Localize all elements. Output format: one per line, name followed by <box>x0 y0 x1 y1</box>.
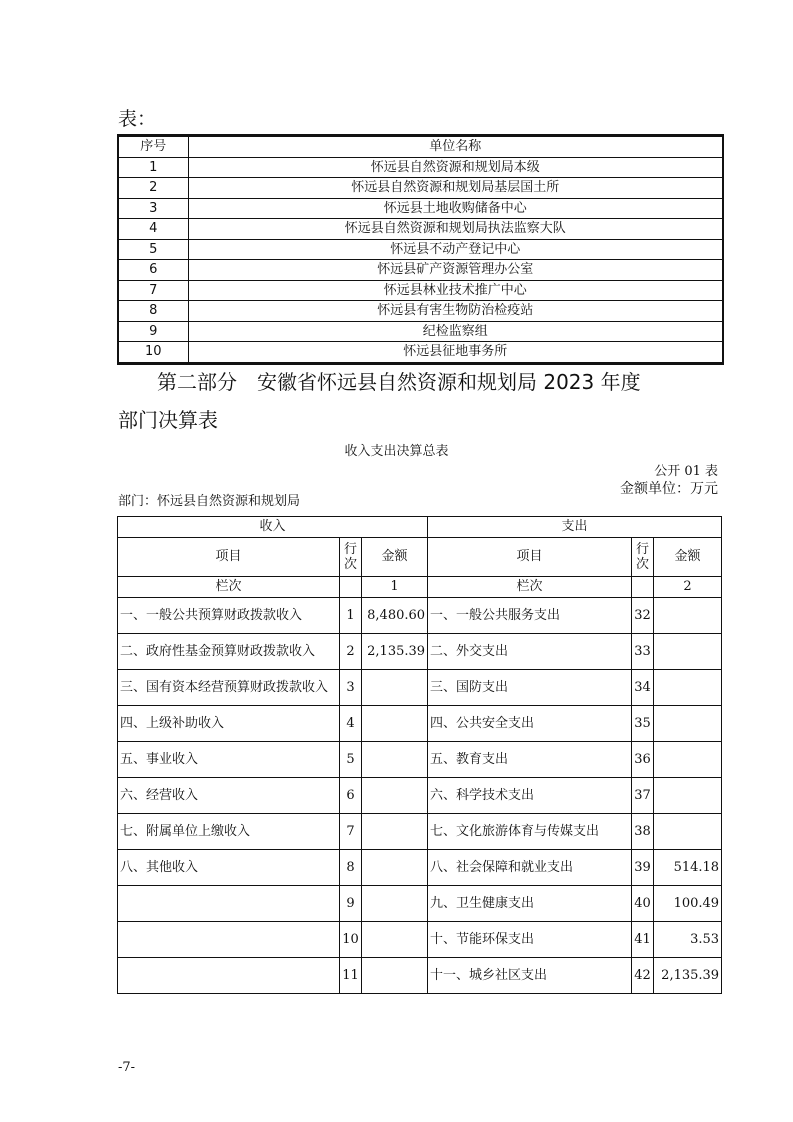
expense-item-cell: 八、社会保障和就业支出 <box>428 850 632 886</box>
unit-name-cell: 怀远县自然资源和规划局本级 <box>188 157 723 178</box>
part-title-continued: 部门决算表 <box>118 408 218 432</box>
expense-amount-cell <box>654 706 722 742</box>
unit-index-cell: 2 <box>118 178 188 199</box>
expense-col-number: 2 <box>654 577 722 598</box>
income-amount-cell <box>362 778 428 814</box>
expense-amount-cell <box>654 670 722 706</box>
intro-label: 表： <box>118 108 157 130</box>
expense-item-cell: 九、卫生健康支出 <box>428 886 632 922</box>
unit-index-header: 序号 <box>118 136 188 158</box>
income-item-cell: 二、政府性基金预算财政拨款收入 <box>118 634 340 670</box>
expense-item-cell: 四、公共安全支出 <box>428 706 632 742</box>
expense-amount-cell: 514.18 <box>654 850 722 886</box>
page-number: -7- <box>118 1060 136 1075</box>
unit-index-cell: 5 <box>118 239 188 260</box>
expense-line-cell: 37 <box>632 778 654 814</box>
section-header-row <box>118 517 722 538</box>
unit-list-row <box>118 157 723 178</box>
income-line-cell: 9 <box>340 886 362 922</box>
unit-list-row <box>118 239 723 260</box>
income-item-cell: 一、一般公共预算财政拨款收入 <box>118 598 340 634</box>
income-line-cell: 10 <box>340 922 362 958</box>
income-amount-cell <box>362 670 428 706</box>
income-item-cell: 六、经营收入 <box>118 778 340 814</box>
unit-index-cell: 3 <box>118 198 188 219</box>
unit-name-cell: 怀远县自然资源和规划局基层国土所 <box>188 178 723 199</box>
table-row <box>118 814 722 850</box>
column-header-row <box>118 538 722 577</box>
table-row <box>118 670 722 706</box>
unit-index-cell: 1 <box>118 157 188 178</box>
income-line-cell: 7 <box>340 814 362 850</box>
expense-header: 支出 <box>428 517 722 538</box>
expense-line-cell: 34 <box>632 670 654 706</box>
expense-line-cell: 40 <box>632 886 654 922</box>
unit-name-header: 单位名称 <box>188 136 723 158</box>
income-header: 收入 <box>118 517 428 538</box>
income-line-cell: 8 <box>340 850 362 886</box>
table-row <box>118 886 722 922</box>
expense-line-header: 行次 <box>632 538 654 577</box>
income-amount-cell <box>362 922 428 958</box>
income-expense-table <box>117 516 722 994</box>
unit-index-cell: 8 <box>118 301 188 322</box>
unit-name-cell: 怀远县自然资源和规划局执法监察大队 <box>188 219 723 240</box>
income-line-cell: 5 <box>340 742 362 778</box>
income-amount-cell <box>362 958 428 994</box>
income-line-cell: 6 <box>340 778 362 814</box>
expense-amount-cell <box>654 634 722 670</box>
table-row <box>118 922 722 958</box>
income-col-number: 1 <box>362 577 428 598</box>
income-item-header: 项目 <box>118 538 340 577</box>
unit-index-cell: 9 <box>118 321 188 342</box>
expense-line-cell: 33 <box>632 634 654 670</box>
income-amount-cell <box>362 814 428 850</box>
expense-line-cell: 39 <box>632 850 654 886</box>
income-amount-cell <box>362 742 428 778</box>
income-amount-cell: 2,135.39 <box>362 634 428 670</box>
expense-line-cell: 42 <box>632 958 654 994</box>
income-item-cell: 五、事业收入 <box>118 742 340 778</box>
expense-line-cell: 41 <box>632 922 654 958</box>
expense-item-cell: 十、节能环保支出 <box>428 922 632 958</box>
unit-name-cell: 怀远县征地事务所 <box>188 342 723 364</box>
table-row <box>118 598 722 634</box>
income-amount-header: 金额 <box>362 538 428 577</box>
expense-line-cell: 32 <box>632 598 654 634</box>
expense-amount-cell: 2,135.39 <box>654 958 722 994</box>
income-item-cell: 四、上级补助收入 <box>118 706 340 742</box>
unit-list-row <box>118 301 723 322</box>
income-amount-cell <box>362 850 428 886</box>
expense-amount-cell: 3.53 <box>654 922 722 958</box>
expense-col-blank <box>632 577 654 598</box>
expense-line-cell: 35 <box>632 706 654 742</box>
income-col-label: 栏次 <box>118 577 340 598</box>
income-item-cell <box>118 958 340 994</box>
income-amount-cell: 8,480.60 <box>362 598 428 634</box>
unit-list-row <box>118 342 723 364</box>
expense-amount-cell <box>654 814 722 850</box>
unit-name-cell: 怀远县林业技术推广中心 <box>188 280 723 301</box>
income-amount-cell <box>362 706 428 742</box>
expense-col-label: 栏次 <box>428 577 632 598</box>
unit-list-row <box>118 321 723 342</box>
column-index-row <box>118 577 722 598</box>
income-line-cell: 3 <box>340 670 362 706</box>
income-item-cell: 八、其他收入 <box>118 850 340 886</box>
unit-list-row <box>118 198 723 219</box>
unit-list-body <box>118 136 723 364</box>
expense-amount-cell <box>654 742 722 778</box>
unit-name-cell: 怀远县不动产登记中心 <box>188 239 723 260</box>
table-code: 公开 01 表 <box>654 464 718 479</box>
income-col-blank <box>340 577 362 598</box>
unit-index-cell: 4 <box>118 219 188 240</box>
income-item-cell <box>118 922 340 958</box>
unit-index-cell: 7 <box>118 280 188 301</box>
unit-name-cell: 怀远县有害生物防治检疫站 <box>188 301 723 322</box>
expense-item-cell: 六、科学技术支出 <box>428 778 632 814</box>
expense-item-cell: 一、一般公共服务支出 <box>428 598 632 634</box>
income-line-cell: 1 <box>340 598 362 634</box>
expense-amount-cell <box>654 598 722 634</box>
part-title: 第二部分 安徽省怀远县自然资源和规划局 2023 年度 <box>157 370 641 394</box>
expense-item-cell: 五、教育支出 <box>428 742 632 778</box>
unit-name-cell: 怀远县土地收购储备中心 <box>188 198 723 219</box>
department-label: 部门：怀远县自然资源和规划局 <box>118 494 301 509</box>
unit-name-cell: 纪检监察组 <box>188 321 723 342</box>
expense-line-cell: 38 <box>632 814 654 850</box>
unit-name-cell: 怀远县矿产资源管理办公室 <box>188 260 723 281</box>
unit-index-cell: 6 <box>118 260 188 281</box>
expense-item-cell: 七、文化旅游体育与传媒支出 <box>428 814 632 850</box>
income-amount-cell <box>362 886 428 922</box>
amount-unit-label: 金额单位：万元 <box>620 481 718 497</box>
unit-list-row <box>118 219 723 240</box>
table-row <box>118 634 722 670</box>
table-row <box>118 958 722 994</box>
expense-item-header: 项目 <box>428 538 632 577</box>
unit-list-row <box>118 280 723 301</box>
expense-amount-cell: 100.49 <box>654 886 722 922</box>
unit-list-row <box>118 178 723 199</box>
expense-amount-header: 金额 <box>654 538 722 577</box>
income-item-cell: 三、国有资本经营预算财政拨款收入 <box>118 670 340 706</box>
income-line-header: 行次 <box>340 538 362 577</box>
expense-item-cell: 三、国防支出 <box>428 670 632 706</box>
unit-list-row <box>118 260 723 281</box>
table-row <box>118 850 722 886</box>
table-row <box>118 778 722 814</box>
expense-item-cell: 二、外交支出 <box>428 634 632 670</box>
table-row <box>118 706 722 742</box>
expense-item-cell: 十一、城乡社区支出 <box>428 958 632 994</box>
unit-list-header-row <box>118 136 723 158</box>
expense-line-cell: 36 <box>632 742 654 778</box>
income-item-cell: 七、附属单位上缴收入 <box>118 814 340 850</box>
unit-list-table <box>117 134 724 365</box>
income-line-cell: 4 <box>340 706 362 742</box>
income-line-cell: 2 <box>340 634 362 670</box>
income-expense-body <box>118 517 722 994</box>
expense-amount-cell <box>654 778 722 814</box>
table-title: 收入支出决算总表 <box>344 444 449 459</box>
income-item-cell <box>118 886 340 922</box>
income-line-cell: 11 <box>340 958 362 994</box>
unit-index-cell: 10 <box>118 342 188 364</box>
table-row <box>118 742 722 778</box>
